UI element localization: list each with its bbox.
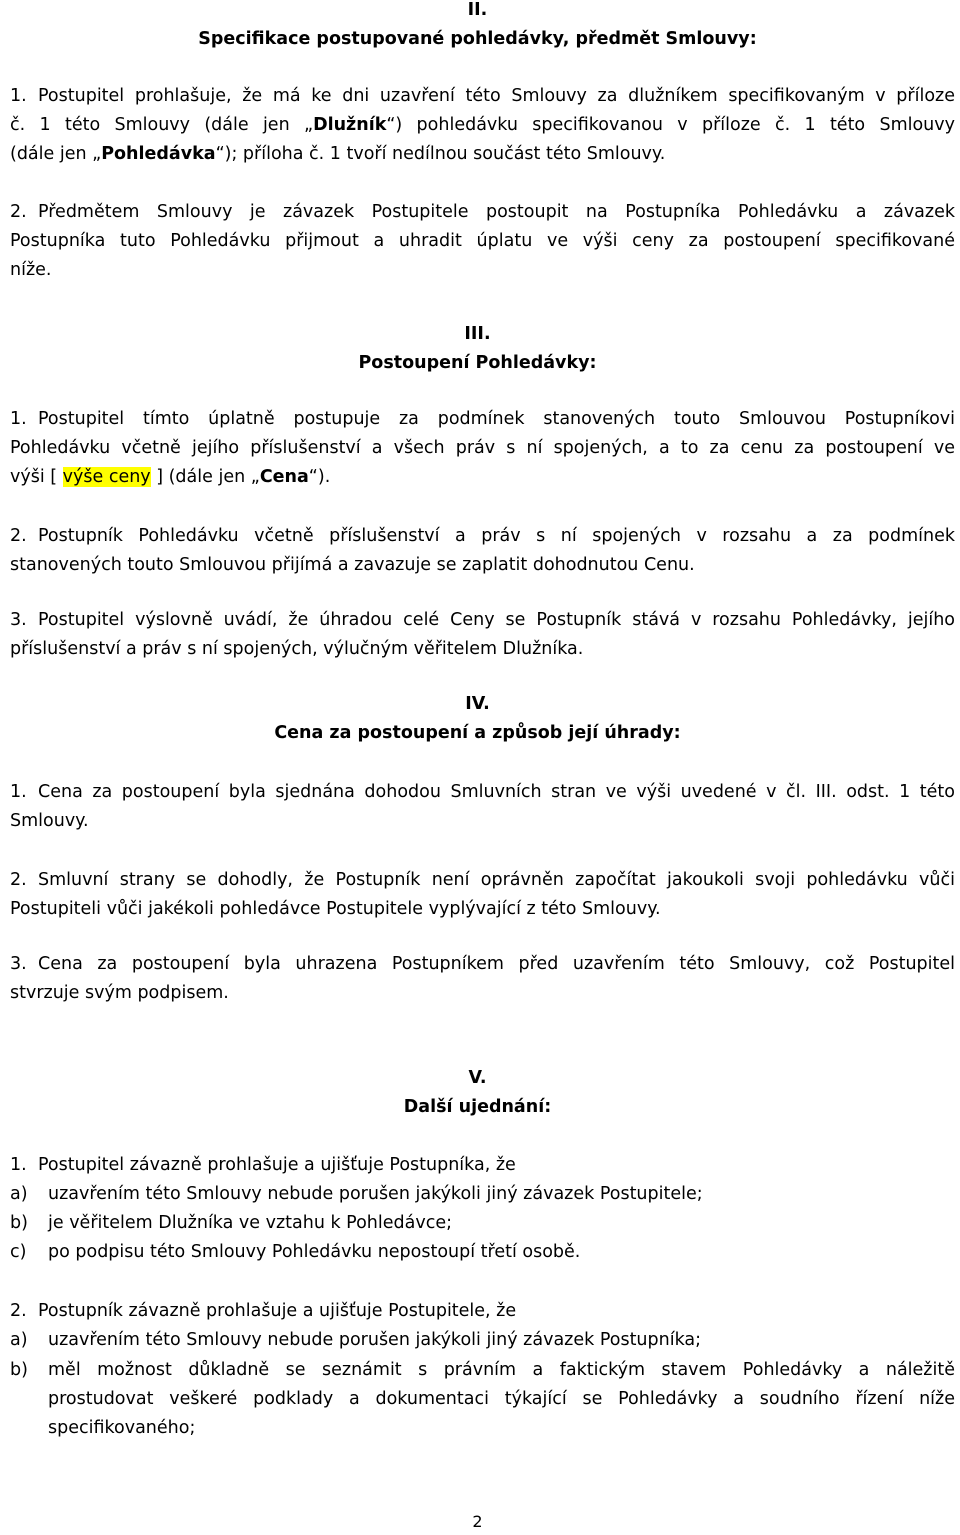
- paragraph-line: Pohledávku včetně jejího příslušenství a všech práv s ní spojených, a to za cenu za postoupení ve: [10, 438, 955, 458]
- section-title: Specifikace postupované pohledávky, předmět Smlouvy:: [198, 29, 757, 49]
- paragraph-line: 2. Postupník závazně prohlašuje a ujišťuje Postupitele, že: [10, 1301, 517, 1321]
- list-item: b) je věřitelem Dlužníka ve vztahu k Pohledávce;: [10, 1213, 453, 1233]
- section-title: Cena za postoupení a způsob její úhrady:: [274, 723, 681, 743]
- paragraph-line: 2. Smluvní strany se dohodly, že Postupník není oprávněn započítat jakoukoli svoji pohledávku vůči: [10, 870, 955, 890]
- paragraph-line: 2. Předmětem Smlouvy je závazek Postupitele postoupit na Postupníka Pohledávku a závazek: [10, 202, 955, 222]
- section-title: Postoupení Pohledávky:: [358, 353, 597, 373]
- paragraph-line: výši [ výše ceny ] (dále jen „Cena“).: [10, 467, 331, 487]
- paragraph-line: příslušenství a práv s ní spojených, výlučným věřitelem Dlužníka.: [10, 639, 584, 659]
- paragraph-line: 1. Cena za postoupení byla sjednána dohodou Smluvních stran ve výši uvedené v čl. III. odst. 1 této: [10, 782, 955, 802]
- section-number: V.: [468, 1068, 487, 1088]
- page-number: 2: [472, 1512, 483, 1531]
- list-item: a) uzavřením této Smlouvy nebude porušen jakýkoli jiný závazek Postupníka;: [10, 1330, 702, 1350]
- paragraph-line: č. 1 této Smlouvy (dále jen „Dlužník“) pohledávku specifikovanou v příloze č. 1 této Smlouvy: [10, 115, 955, 135]
- paragraph-line: 3. Cena za postoupení byla uhrazena Postupníkem před uzavřením této Smlouvy, což Postupitel: [10, 954, 955, 974]
- paragraph-line: 1. Postupitel tímto úplatně postupuje za podmínek stanovených touto Smlouvou Postupníkovi: [10, 409, 955, 429]
- paragraph-line: stanovených touto Smlouvou přijímá a zavazuje se zaplatit dohodnutou Cenu.: [10, 555, 695, 575]
- list-item-continuation: specifikovaného;: [48, 1418, 196, 1438]
- price-placeholder: výše ceny: [62, 467, 151, 487]
- list-item: c) po podpisu této Smlouvy Pohledávku nepostoupí třetí osobě.: [10, 1242, 581, 1262]
- paragraph-line: 1. Postupitel závazně prohlašuje a ujišťuje Postupníka, že: [10, 1155, 516, 1175]
- paragraph-line: Postupníka tuto Pohledávku přijmout a uhradit úplatu ve výši ceny za postoupení specifikované: [10, 231, 955, 251]
- list-item-continuation: prostudovat veškeré podklady a dokumentaci týkající se Pohledávky a soudního řízení níže: [48, 1389, 955, 1409]
- list-item: b) měl možnost důkladně se seznámit s právním a faktickým stavem Pohledávky a náležitě: [10, 1360, 955, 1380]
- paragraph-line: níže.: [10, 260, 52, 280]
- paragraph-line: Smlouvy.: [10, 811, 89, 831]
- section-number: II.: [467, 0, 488, 20]
- section-number: III.: [464, 324, 491, 344]
- list-item: a) uzavřením této Smlouvy nebude porušen jakýkoli jiný závazek Postupitele;: [10, 1184, 703, 1204]
- section-title: Další ujednání:: [403, 1097, 552, 1117]
- paragraph-line: 1. Postupitel prohlašuje, že má ke dni uzavření této Smlouvy za dlužníkem specifikovaným v příloze: [10, 86, 955, 106]
- paragraph-line: Postupiteli vůči jakékoli pohledávce Postupitele vyplývající z této Smlouvy.: [10, 899, 661, 919]
- paragraph-line: (dále jen „Pohledávka“); příloha č. 1 tvoří nedílnou součást této Smlouvy.: [10, 144, 666, 164]
- section-number: IV.: [465, 694, 490, 714]
- paragraph-line: 3. Postupitel výslovně uvádí, že úhradou celé Ceny se Postupník stává v rozsahu Pohledávky, jejího: [10, 610, 955, 630]
- paragraph-line: 2. Postupník Pohledávku včetně příslušenství a práv s ní spojených v rozsahu a za podmínek: [10, 526, 955, 546]
- paragraph-line: stvrzuje svým podpisem.: [10, 983, 229, 1003]
